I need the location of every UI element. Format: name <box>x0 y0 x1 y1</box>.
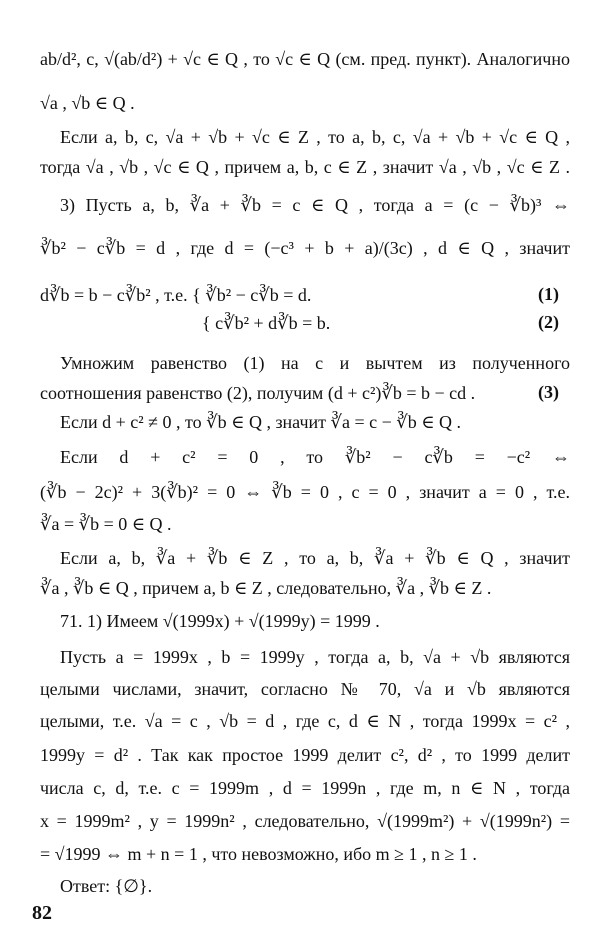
text-line-8: соотношения равенство (2), получим (d + c²)∛b = b − cd . <box>40 383 476 403</box>
text-line-7: Умножим равенство (1) на c и вычтем из полученного <box>60 353 570 373</box>
text-line-11: (∛b − 2c)² + 3(∛b)² = 0 ⇔ ∛b = 0 , c = 0 , значит a = 0 , т.е. <box>40 482 570 502</box>
answer-line: Ответ: {∅}. <box>60 876 153 896</box>
text-line-6: ∛b² − c∛b = d , где d = (−c³ + b + a)/(3c) , d ∈ Q , значит <box>40 238 570 258</box>
text-line-16: целыми числами, значит, согласно № 70, √a и √b являются <box>40 679 570 699</box>
text-line-3: Если a, b, c, √a + √b + √c ∈ Z , то a, b, c, √a + √b + √c ∈ Q , <box>60 127 570 147</box>
text-line-14: ∛a , ∛b ∈ Q , причем a, b ∈ Z , следовательно, ∛a , ∛b ∈ Z . <box>40 578 492 598</box>
equation-tag-3: (3) <box>538 382 559 402</box>
text-line-4: тогда √a , √b , √c ∈ Q , причем a, b, c ∈ Z , значит √a , √b , √c ∈ Z . <box>40 157 570 177</box>
text-line-10: Если d + c² = 0 , то ∛b² − c∛b = −c² ⇔ <box>60 447 570 467</box>
system-line-1: d∛b = b − c∛b² , т.е. { ∛b² − c∛b = d. <box>40 285 312 305</box>
text-line-18: 1999y = d² . Так как простое 1999 делит c², d² , то 1999 делит <box>40 745 570 765</box>
text-line-2: √a , √b ∈ Q . <box>40 93 135 113</box>
page-number: 82 <box>32 902 52 924</box>
text-line-5: 3) Пусть a, b, ∛a + ∛b = c ∈ Q , тогда a = (c − ∛b)³ ⇔ <box>60 195 570 215</box>
text-line-9: Если d + c² ≠ 0 , то ∛b ∈ Q , значит ∛a = c − ∛b ∈ Q . <box>60 412 462 432</box>
equation-tag-2: (2) <box>538 312 559 332</box>
text-line-1: ab/d², c, √(ab/d²) + √c ∈ Q , то √c ∈ Q (см. пред. пункт). Аналогично <box>40 49 570 69</box>
system-line-2: { c∛b² + d∛b = b. <box>202 313 331 333</box>
text-line-15: Пусть a = 1999x , b = 1999y , тогда a, b, √a + √b являются <box>60 647 570 667</box>
problem-heading: 71. 1) Имеем √(1999x) + √(1999y) = 1999 . <box>60 611 380 631</box>
text-line-20: x = 1999m² , y = 1999n² , следовательно, √(1999m²) + √(1999n²) = <box>40 811 570 831</box>
text-line-12: ∛a = ∛b = 0 ∈ Q . <box>40 514 172 534</box>
text-line-17: целыми, т.е. √a = c , √b = d , где c, d ∈ N , тогда 1999x = c² , <box>40 711 570 731</box>
equation-tag-1: (1) <box>538 284 559 304</box>
text-line-19: числа c, d, т.е. c = 1999m , d = 1999n , где m, n ∈ N , тогда <box>40 778 570 798</box>
text-line-13: Если a, b, ∛a + ∛b ∈ Z , то a, b, ∛a + ∛b ∈ Q , значит <box>60 548 570 568</box>
text-line-21: = √1999 ⇔ m + n = 1 , что невозможно, ибо m ≥ 1 , n ≥ 1 . <box>40 844 477 864</box>
